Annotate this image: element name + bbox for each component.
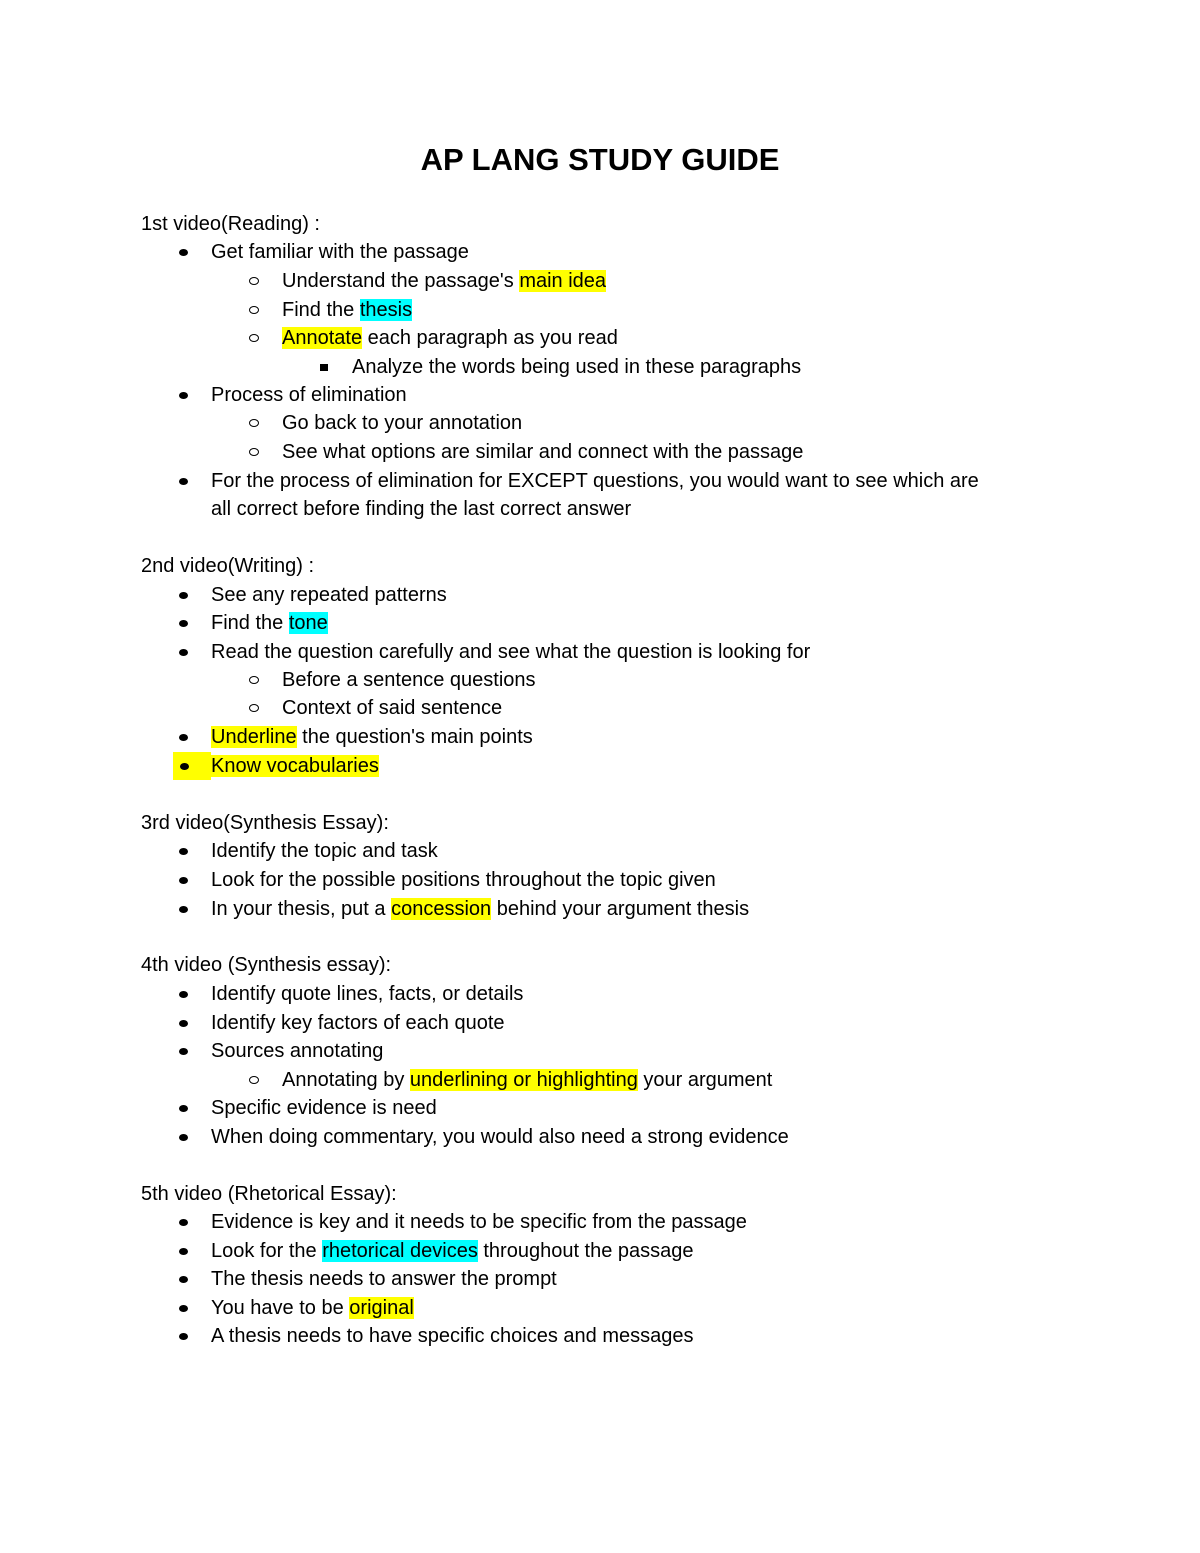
list-item: When doing commentary, you would also need a strong evidence xyxy=(211,1123,789,1151)
bullet-disc-icon xyxy=(173,1322,193,1350)
highlight-know-vocabularies: Know vocabularies xyxy=(211,755,379,777)
highlight-concession: concession xyxy=(391,898,492,920)
section-heading-writing: 2nd video(Writing) : xyxy=(141,555,315,577)
bullet-circle-icon xyxy=(244,296,264,324)
bullet-disc-icon xyxy=(173,752,211,780)
list-item: Go back to your annotation xyxy=(282,409,522,437)
bullet-circle-icon xyxy=(244,666,264,694)
list-item: The thesis needs to answer the prompt xyxy=(211,1265,557,1293)
highlight-annotate: Annotate xyxy=(282,327,363,349)
list-item: Read the question carefully and see what the question is looking for xyxy=(211,638,810,666)
list-item: You have to be original xyxy=(211,1294,414,1322)
list-item: See any repeated patterns xyxy=(211,581,447,609)
bullet-disc-icon xyxy=(173,1123,193,1151)
highlight-underline: Underline xyxy=(211,726,297,748)
bullet-disc-icon xyxy=(173,638,193,666)
bullet-disc-icon xyxy=(173,381,193,409)
bullet-disc-icon xyxy=(173,866,193,894)
bullet-circle-icon xyxy=(244,409,264,437)
highlight-rhetorical-devices: rhetorical devices xyxy=(322,1240,478,1262)
section-heading-rhetorical: 5th video (Rhetorical Essay): xyxy=(141,1183,397,1205)
list-item: Identify the topic and task xyxy=(211,837,438,865)
bullet-square-icon xyxy=(314,353,334,381)
bullet-disc-icon xyxy=(173,467,193,495)
list-item: Annotate each paragraph as you read xyxy=(282,324,618,352)
list-item: Find the tone xyxy=(211,609,328,637)
bullet-disc-icon xyxy=(173,581,193,609)
list-item-continuation: all correct before finding the last correct answer xyxy=(211,498,632,520)
list-item: Identify quote lines, facts, or details xyxy=(211,980,523,1008)
list-item: Look for the rhetorical devices throughout the passage xyxy=(211,1237,694,1265)
section-heading-reading: 1st video(Reading) : xyxy=(141,213,320,235)
list-item xyxy=(211,752,379,780)
bullet-disc-icon xyxy=(173,837,193,865)
list-item: Get familiar with the passage xyxy=(211,238,469,266)
bullet-disc-icon xyxy=(173,1265,193,1293)
bullet-disc-icon xyxy=(173,238,193,266)
highlight-thesis: thesis xyxy=(359,299,413,321)
highlight-underlining-or-highlighting: underlining or highlighting xyxy=(409,1069,638,1091)
list-item: Find the thesis xyxy=(282,296,412,324)
list-item: Context of said sentence xyxy=(282,694,502,722)
bullet-disc-icon xyxy=(173,1037,193,1065)
bullet-disc-icon xyxy=(173,1208,193,1236)
list-item: Underline the question's main points xyxy=(211,723,533,751)
list-item: Specific evidence is need xyxy=(211,1094,437,1122)
list-item: A thesis needs to have specific choices and messages xyxy=(211,1322,694,1350)
bullet-disc-icon xyxy=(173,895,193,923)
list-item: In your thesis, put a concession behind your argument thesis xyxy=(211,895,749,923)
list-item: Analyze the words being used in these paragraphs xyxy=(352,353,801,381)
list-item: Look for the possible positions throughout the topic given xyxy=(211,866,716,894)
bullet-disc-icon xyxy=(173,609,193,637)
highlight-main-idea: main idea xyxy=(519,270,607,292)
bullet-circle-icon xyxy=(244,1066,264,1094)
highlight-tone: tone xyxy=(288,612,328,634)
bullet-circle-icon xyxy=(244,267,264,295)
bullet-disc-icon xyxy=(173,980,193,1008)
section-heading-synthesis-2: 4th video (Synthesis essay): xyxy=(141,954,392,976)
bullet-circle-icon xyxy=(244,438,264,466)
page-title: AP LANG STUDY GUIDE xyxy=(420,142,780,177)
list-item: Evidence is key and it needs to be specific from the passage xyxy=(211,1208,747,1236)
list-item: Sources annotating xyxy=(211,1037,383,1065)
list-item: For the process of elimination for EXCEPT questions, you would want to see which are xyxy=(211,467,979,495)
list-item: Understand the passage's main idea xyxy=(282,267,606,295)
list-item: Annotating by underlining or highlighting your argument xyxy=(282,1066,772,1094)
bullet-disc-icon xyxy=(173,1294,193,1322)
bullet-circle-icon xyxy=(244,694,264,722)
list-item: Before a sentence questions xyxy=(282,666,536,694)
bullet-circle-icon xyxy=(244,324,264,352)
bullet-disc-icon xyxy=(173,1094,193,1122)
section-heading-synthesis: 3rd video(Synthesis Essay): xyxy=(141,812,389,834)
list-item: Process of elimination xyxy=(211,381,407,409)
bullet-disc-icon xyxy=(173,1009,193,1037)
highlight-original: original xyxy=(349,1297,414,1319)
list-item: See what options are similar and connect with the passage xyxy=(282,438,803,466)
list-item: Identify key factors of each quote xyxy=(211,1009,505,1037)
bullet-disc-icon xyxy=(173,1237,193,1265)
bullet-disc-icon xyxy=(173,723,193,751)
